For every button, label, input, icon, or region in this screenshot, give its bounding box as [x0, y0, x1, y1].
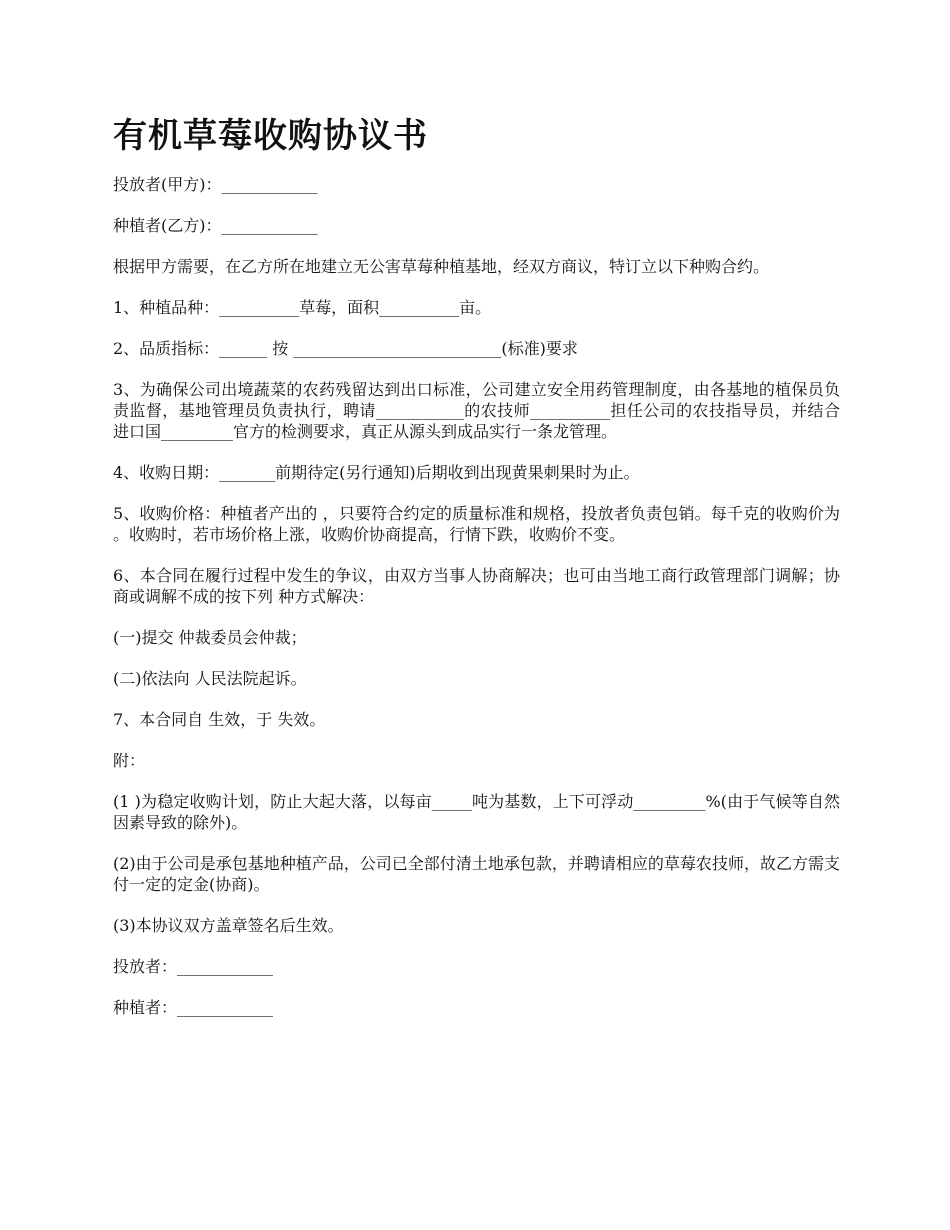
paragraph-clause-1: 1、种植品种：__________草莓，面积__________亩。	[113, 298, 492, 317]
paragraph-grower: 种植者(乙方)：____________	[113, 216, 318, 235]
paragraph-clause-3: 3、为确保公司出境蔬菜的农药残留达到出口标准，公司建立安全用药管理制度，由各基地的植保员负责监督，基地管理员负责执行，聘请___________的农技师__________担任公司的农技指导员，并结合进口国_________官方的检测要求，真正从源头到成品实行一条龙管理。	[113, 380, 840, 441]
paragraph-clause-5: 5、收购价格：种植者产出的 ，只要符合约定的质量标准和规格，投放者负责包销。每千克的收购价为 。收购时，若市场价格上涨，收购价协商提高，行情下跌，收购价不变。	[113, 504, 840, 544]
document-page	[113, 112, 840, 1038]
paragraph-signature-grower: 种植者：____________	[113, 998, 274, 1017]
paragraph-option-2: (二)依法向 人民法院起诉。	[113, 669, 307, 688]
paragraph-investor: 投放者(甲方)：____________	[113, 175, 318, 194]
paragraph-preamble: 根据甲方需要，在乙方所在地建立无公害草莓种植基地，经双方商议，特订立以下种购合约。	[113, 257, 770, 276]
paragraph-appendix-2: (2)由于公司是承包基地种植产品，公司已全部付清土地承包款，并聘请相应的草莓农技师，故乙方需支付一定的定金(协商)。	[113, 854, 840, 894]
paragraph-clause-4: 4、收购日期：_______前期待定(另行通知)后期收到出现黄果刺果时为止。	[113, 463, 640, 482]
document-title: 有机草莓收购协议书	[113, 116, 428, 156]
paragraph-option-1: (一)提交 仲裁委员会仲裁；	[113, 628, 307, 647]
paragraph-signature-investor: 投放者：____________	[113, 957, 274, 976]
paragraph-appendix-1: (1 )为稳定收购计划，防止大起大落，以每亩_____吨为基数，上下可浮动_________%(由于气候等自然因素导致的除外)。	[113, 792, 840, 832]
paragraph-clause-6: 6、本合同在履行过程中发生的争议，由双方当事人协商解决；也可由当地工商行政管理部门调解；协商或调解不成的按下列 种方式解决：	[113, 566, 840, 606]
paragraph-clause-2: 2、品质指标：______ 按 __________________________(标准)要求	[113, 339, 578, 358]
paragraph-appendix-3: (3)本协议双方盖章签名后生效。	[113, 916, 344, 935]
paragraph-clause-7: 7、本合同自 生效，于 失效。	[113, 710, 326, 729]
paragraph-appendix-heading: 附：	[113, 751, 146, 770]
